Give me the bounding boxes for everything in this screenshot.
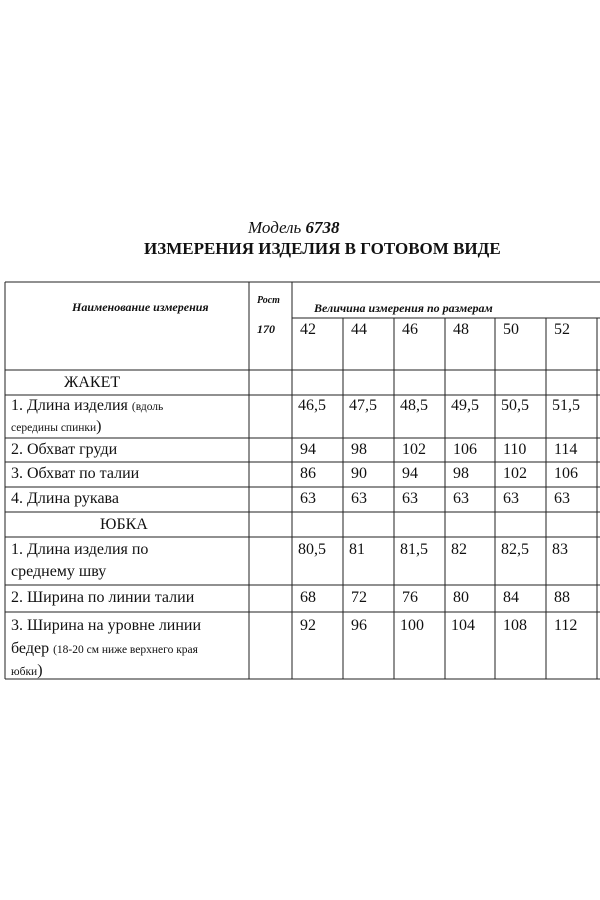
cell-value: 83 [552,541,568,558]
cell-value: 94 [402,465,418,482]
header-height-label: Рост [257,295,280,306]
cell-value: 88 [554,589,570,606]
size-header: 52 [554,321,570,338]
cell-value: 63 [402,490,418,507]
cell-value: 104 [451,617,475,634]
header-measurement-name: Наименование измерения [72,300,209,314]
cell-value: 51,5 [552,397,580,414]
cell-value: 98 [453,465,469,482]
cell-value: 46,5 [298,397,326,414]
cell-value: 68 [300,589,316,606]
cell-value: 94 [300,441,316,458]
cell-value: 96 [351,617,367,634]
section-title-skirt: ЮБКА [100,516,148,533]
row-label-cont: среднему шву [11,563,107,580]
cell-value: 63 [453,490,469,507]
cell-value: 50,5 [501,397,529,414]
size-header: 50 [503,321,519,338]
row-label: 1. Длина изделия (вдоль [11,397,164,414]
cell-value: 72 [351,589,367,606]
size-header: 42 [300,321,316,338]
cell-value: 98 [351,441,367,458]
row-label: 2. Обхват груди [11,441,118,458]
row-label-cont: середины спинки) [11,418,102,435]
cell-value: 63 [503,490,519,507]
cell-value: 92 [300,617,316,634]
cell-value: 63 [554,490,570,507]
size-header: 46 [402,321,418,338]
size-header: 48 [453,321,469,338]
cell-value: 84 [503,589,519,606]
cell-value: 108 [503,617,527,634]
row-label: 3. Ширина на уровне линии [11,617,202,634]
row-label: 3. Обхват по талии [11,465,140,482]
cell-value: 114 [554,441,578,458]
cell-value: 49,5 [451,397,479,414]
size-header: 44 [351,321,367,338]
row-label-cont: бедер (18-20 см ниже верхнего края [11,640,198,657]
row-label: 1. Длина изделия по [11,541,149,558]
row-label-cont: юбки) [11,662,43,679]
cell-value: 63 [351,490,367,507]
cell-value: 63 [300,490,316,507]
cell-value: 106 [453,441,477,458]
cell-value: 100 [400,617,424,634]
header-height-value: 170 [257,322,275,336]
section-title-jacket: ЖАКЕТ [64,374,121,391]
model-label: Модель [248,218,302,237]
cell-value: 102 [503,465,527,482]
model-number: 6738 [305,218,340,237]
header-values-label: Величина измерения по размерам [314,301,493,315]
row-label: 4. Длина рукава [11,490,119,507]
cell-value: 102 [402,441,426,458]
row-label: 2. Ширина по линии талии [11,589,195,606]
cell-value: 110 [503,441,527,458]
cell-value: 80,5 [298,541,326,558]
page-title: ИЗМЕРЕНИЯ ИЗДЕЛИЯ В ГОТОВОМ ВИДЕ [144,239,501,258]
cell-value: 81 [349,541,365,558]
cell-value: 81,5 [400,541,428,558]
cell-value: 47,5 [349,397,377,414]
cell-value: 82 [451,541,467,558]
cell-value: 106 [554,465,578,482]
cell-value: 112 [554,617,578,634]
cell-value: 90 [351,465,367,482]
cell-value: 76 [402,589,418,606]
cell-value: 48,5 [400,397,428,414]
cell-value: 86 [300,465,316,482]
cell-value: 82,5 [501,541,529,558]
cell-value: 80 [453,589,469,606]
